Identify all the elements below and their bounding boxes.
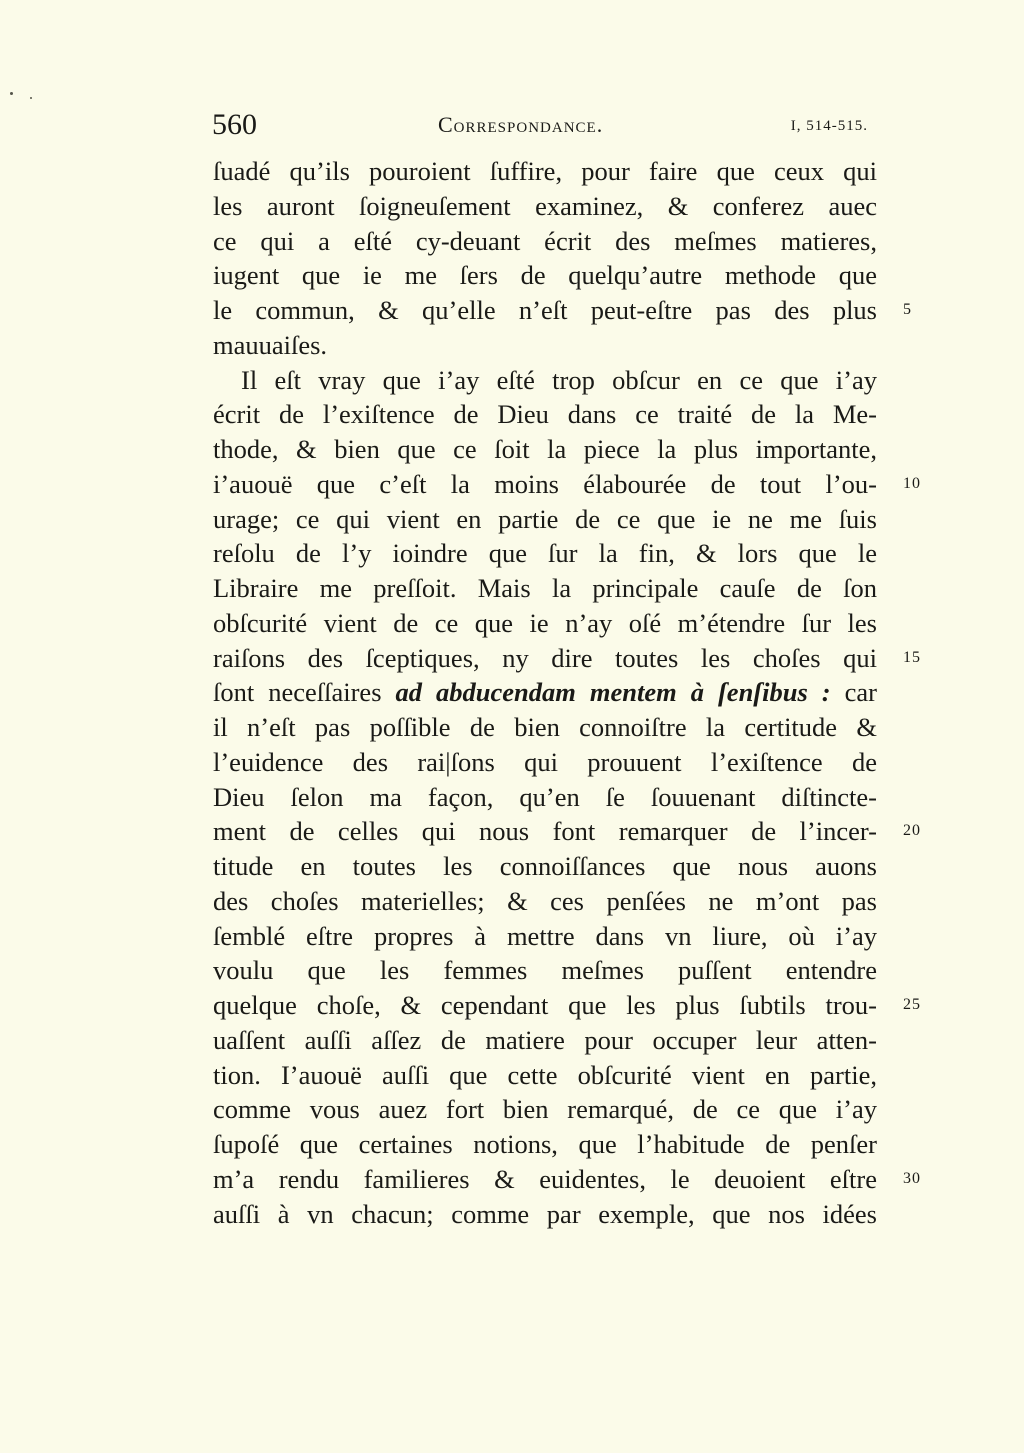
text-line — [213, 571, 877, 606]
text-line — [213, 641, 921, 676]
text-line — [213, 293, 912, 328]
line-number: 10 — [903, 474, 921, 492]
line-text: il n’eſt pas poſſible de bien connoiſtre la certitude & — [213, 712, 877, 742]
text-line — [213, 675, 877, 710]
line-text: ſuadé qu’ils pouroient ſuffire, pour faire que ceux qui — [213, 156, 877, 186]
text-line — [213, 849, 877, 884]
line-text: m’a rendu familieres & euidentes, le deuoient eſtre — [213, 1163, 877, 1194]
text-line — [213, 258, 877, 293]
line-text: quelque choſe, & cependant que les plus ſubtils trou- — [213, 990, 877, 1020]
text-line — [213, 606, 877, 641]
text-line — [213, 536, 877, 571]
line-text: voulu que les femmes meſmes puſſent entendre — [213, 955, 877, 986]
line-text: tion. I’auouë auſſi que cette obſcurité vient en partie, — [213, 1059, 877, 1090]
text-line — [213, 745, 877, 780]
line-text: urage; ce qui vient en partie de ce que ie ne me ſuis — [213, 503, 877, 534]
line-text: reſolu de l’y ioindre que ſur la fin, & lors que le — [213, 538, 877, 569]
line-text: uaſſent auſſi aſſez de matiere pour occuper leur atten- — [213, 1024, 877, 1055]
text-line — [213, 814, 921, 849]
line-number: 15 — [903, 648, 921, 666]
line-text: ſont neceſſaires ad abducendam mentem à ſenſibus : car — [213, 677, 877, 708]
line-text: mauuaiſes. — [213, 329, 328, 360]
text-line — [213, 1127, 877, 1162]
text-line — [213, 780, 877, 815]
line-text: auſſi à vn chacun; comme par exemple, que nos idées — [213, 1198, 877, 1229]
text-line — [213, 467, 921, 502]
line-text: i’auouë que c’eſt la moins élabourée de tout l’ou- — [213, 468, 877, 499]
text-line — [213, 710, 877, 745]
line-text: iugent que ie me ſers de quelqu’autre methode que — [213, 260, 877, 291]
line-text: thode, & bien que ce ſoit la piece la plus importante, — [213, 434, 877, 464]
page-speck — [10, 92, 13, 95]
line-text: l’euidence des rai|ſons qui prouuent l’exiſtence de — [213, 746, 877, 777]
line-text: ſupoſé que certaines notions, que l’habitude de penſer — [213, 1129, 877, 1159]
line-text: ſemblé eſtre propres à mettre dans vn liure, où i’ay — [213, 920, 877, 951]
line-number: 25 — [903, 996, 921, 1013]
text-line — [213, 224, 877, 259]
text-line — [213, 397, 877, 432]
text-line — [213, 502, 877, 537]
letter-text — [213, 154, 921, 1231]
reference-marker: I, 514-515. — [790, 118, 868, 134]
line-text: Il eſt vray que i’ay eſté trop obſcur en ce que i’ay — [241, 364, 877, 395]
line-number: 5 — [903, 301, 912, 318]
text-line — [213, 328, 877, 363]
text-line — [213, 1058, 877, 1093]
line-text: les auront ſoigneuſement examinez, & conferez auec — [213, 190, 877, 221]
text-line — [213, 1092, 877, 1127]
latin-phrase: ad abducendam mentem à ſenſibus : — [395, 677, 831, 708]
text-line — [213, 953, 877, 988]
running-title: Correspondance. — [438, 112, 604, 137]
text-line — [213, 432, 877, 467]
line-text: obſcurité vient de ce que ie n’ay oſé m’étendre ſur les — [213, 607, 877, 638]
text-line — [213, 988, 921, 1023]
line-text: ment de celles qui nous font remarquer de l’incer- — [213, 816, 877, 847]
line-text: raiſons des ſceptiques, ny dire toutes les choſes qui — [213, 642, 877, 673]
line-text: Libraire me preſſoit. Mais la principale cauſe de ſon — [213, 573, 877, 603]
page-speck — [30, 97, 32, 99]
text-line — [213, 154, 877, 189]
line-text: titude en toutes les connoiſſances que nous auons — [213, 851, 877, 881]
line-number: 30 — [903, 1169, 921, 1187]
page-number: 560 — [212, 108, 257, 141]
text-line — [213, 1023, 877, 1058]
line-text: comme vous auez fort bien remarqué, de ce que i’ay — [213, 1094, 877, 1125]
line-text: Dieu ſelon ma façon, qu’en ſe ſouuenant diſtinctе- — [213, 781, 877, 812]
text-line — [213, 1197, 877, 1232]
text-line — [213, 189, 877, 224]
text-line — [213, 919, 877, 954]
line-text: ce qui a eſté cy-deuant écrit des meſmes matieres, — [213, 225, 877, 256]
page-header — [212, 108, 882, 142]
line-number: 20 — [903, 822, 921, 840]
line-text: le commun, & qu’elle n’eſt peut-eſtre pas des plus — [213, 295, 877, 325]
text-line — [213, 884, 877, 919]
paragraph-first-line — [213, 363, 877, 398]
text-line — [213, 1162, 921, 1197]
line-text: des choſes materielles; & ces penſées ne m’ont pas — [213, 885, 877, 916]
line-text: écrit de l’exiſtence de Dieu dans ce traité de la Me- — [213, 399, 877, 430]
